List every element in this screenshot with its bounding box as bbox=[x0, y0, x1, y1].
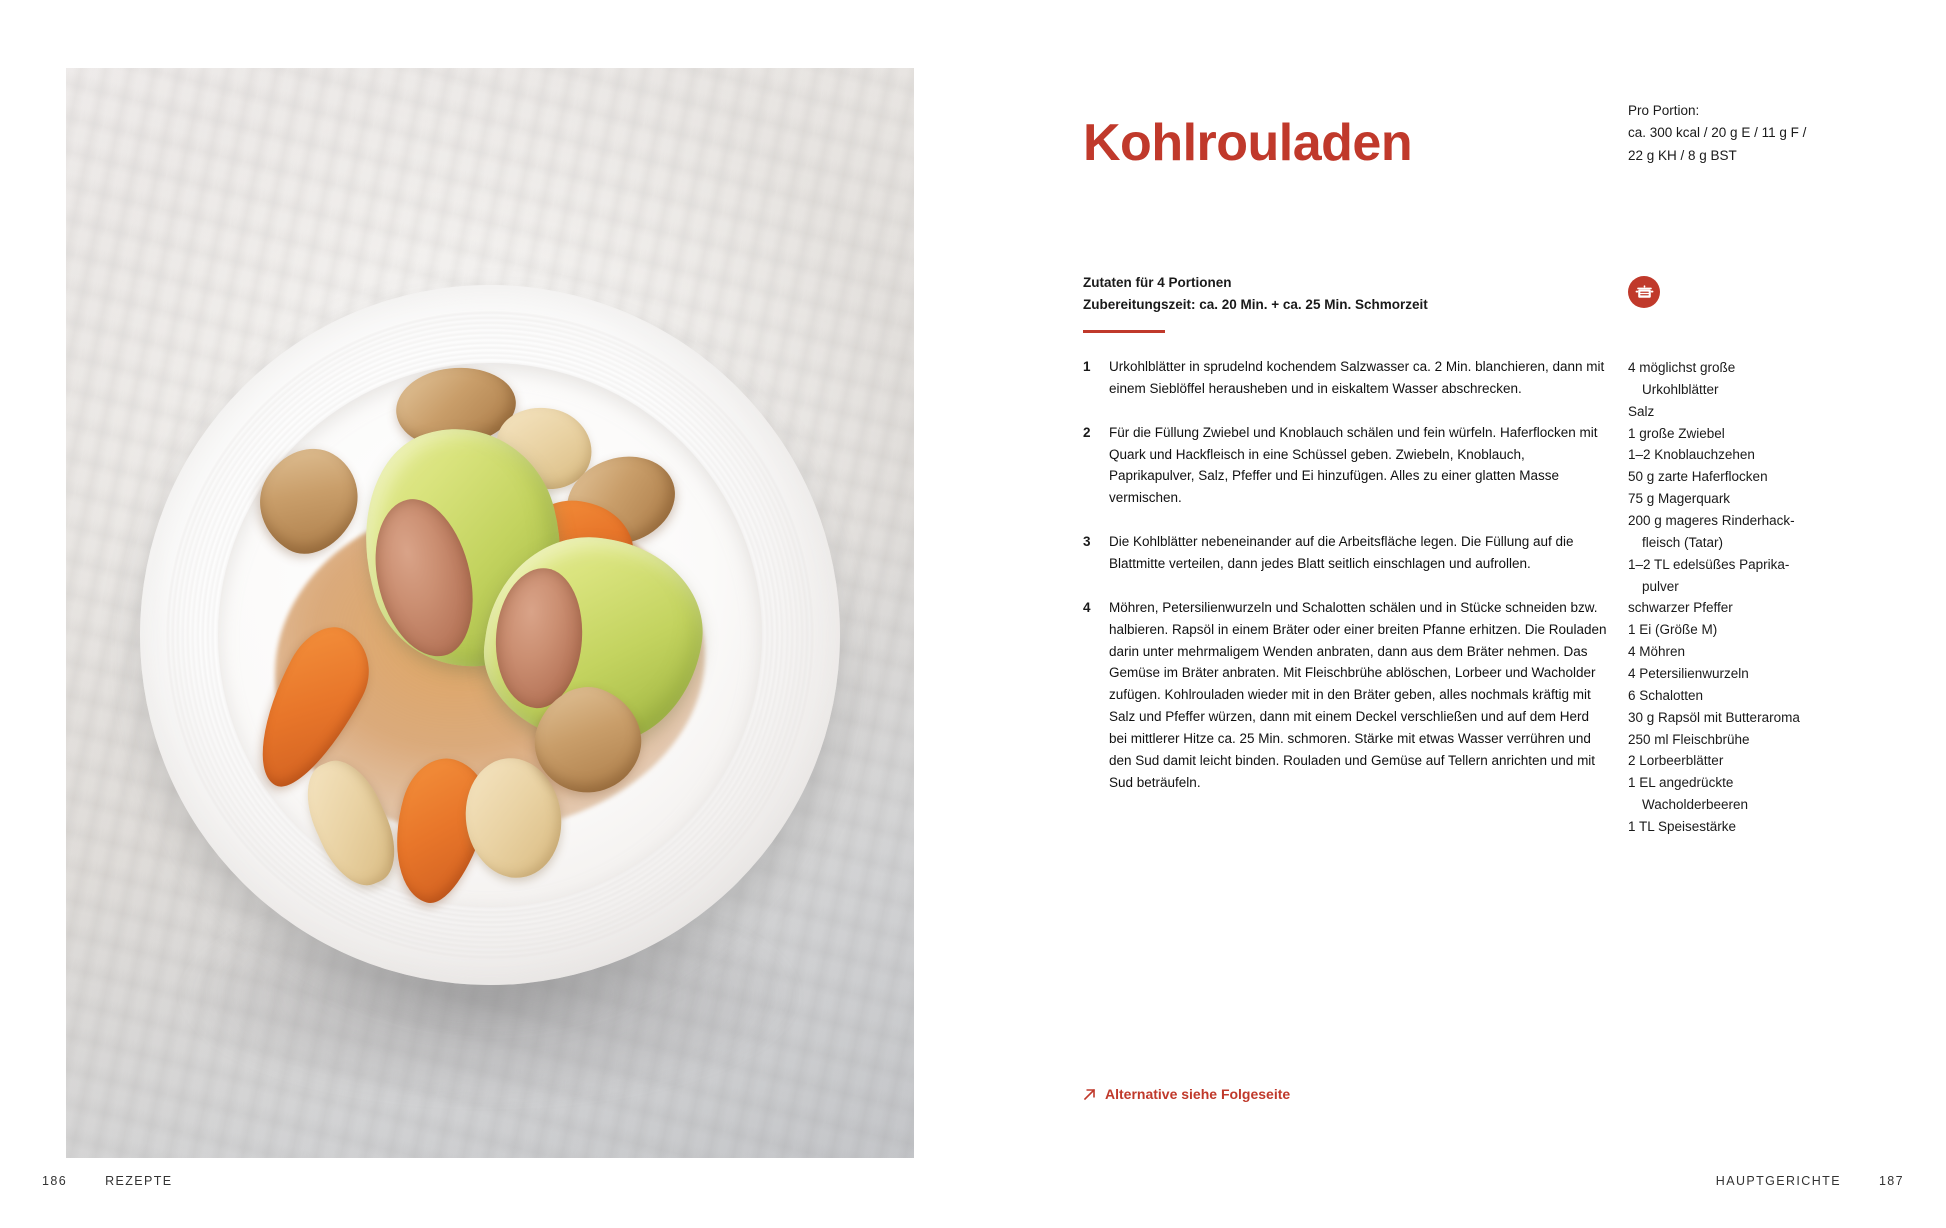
step-text: Möhren, Petersilienwurzeln und Schalotten schälen und in Stücke schneiden bzw. halbieren. Rapsöl in einem Bräter oder einer breiten Pfanne erhitzen. Die Rouladen darin unter mehrmaligem Wenden anbraten, dann aus dem Bräter nehmen. Das Gemüse im Bräter anbraten. Mit Fleischbrühe ablöschen, Lorbeer und Wacholder zufügen. Kohlrouladen wieder mit in den Bräter geben, alles nochmals kräftig mit Salz und Pfeffer würzen, dann mit einem Deckel verschließen und auf dem Herd bei mittlerer Hitze ca. 25 Min. schmoren. Stärke mit etwas Wasser verrühren und den Sud damit leicht binden. Rouladen und Gemüse auf Tellern anrichten und mit Sud beträufeln. bbox=[1109, 599, 1607, 790]
ingredient-item: 1 Ei (Größe M) bbox=[1628, 622, 1718, 638]
section-label-right: HAUPTGERICHTE bbox=[1715, 1174, 1841, 1188]
food-arrangement bbox=[66, 68, 914, 1158]
ingredient-item: 1 TL Speisestärke bbox=[1628, 819, 1737, 835]
step-item bbox=[1083, 531, 1608, 575]
recipe-photo bbox=[66, 68, 914, 1158]
ingredient-item: Salz bbox=[1628, 403, 1655, 419]
divider-rule bbox=[1083, 330, 1165, 333]
ingredients-list bbox=[1628, 357, 1908, 838]
pot-icon bbox=[1628, 276, 1660, 308]
step-text: Urkohlblätter in sprudelnd kochendem Salzwasser ca. 2 Min. blanchieren, dann mit einem Sieblöffel herausheben und in eiskaltem Wasser abschrecken. bbox=[1109, 359, 1605, 396]
ingredient-item: Wacholderbeeren bbox=[1642, 797, 1749, 813]
nutrition-label: Pro Portion: bbox=[1628, 103, 1700, 118]
page-number-right: 187 bbox=[1878, 1174, 1904, 1188]
step-text: Für die Füllung Zwiebel und Knoblauch schälen und fein würfeln. Haferflocken mit Quark und Hackfleisch in eine Schüssel geben. Zwiebeln, Knoblauch, Paprikapulver, Salz, Pfeffer und Ei hinzufügen. Alles zu einer glatten Masse vermischen. bbox=[1109, 424, 1598, 506]
preparation-time-line: Zubereitungszeit: ca. 20 Min. + ca. 25 Min. Schmorzeit bbox=[1083, 296, 1428, 312]
ingredient-item: fleisch (Tatar) bbox=[1642, 534, 1724, 550]
step-item bbox=[1083, 356, 1608, 400]
ingredient-item: 50 g zarte Haferflocken bbox=[1628, 469, 1768, 485]
right-page bbox=[973, 0, 1946, 1228]
servings-line: Zutaten für 4 Portionen bbox=[1083, 275, 1232, 290]
page-number-left: 186 bbox=[42, 1174, 68, 1188]
ingredient-item: 4 Petersilienwurzeln bbox=[1628, 666, 1749, 682]
ingredient-item: 4 Möhren bbox=[1628, 644, 1686, 660]
ingredient-item: 1 EL angedrückte bbox=[1628, 775, 1734, 791]
footer-right bbox=[1716, 1174, 1904, 1188]
alternative-link[interactable] bbox=[1083, 1086, 1290, 1102]
ingredient-item: 1–2 Knoblauchzehen bbox=[1628, 447, 1755, 463]
nutrition-line-2: 22 g KH / 8 g BST bbox=[1628, 147, 1737, 163]
nutrition-line-1: ca. 300 kcal / 20 g E / 11 g F / bbox=[1628, 125, 1807, 141]
ingredient-item: 2 Lorbeerblätter bbox=[1628, 753, 1724, 769]
page-title: Kohlrouladen bbox=[1083, 113, 1413, 172]
shallot-piece bbox=[241, 431, 376, 569]
parsnip-piece bbox=[293, 749, 410, 896]
ingredient-item: 250 ml Fleischbrühe bbox=[1628, 731, 1750, 747]
ingredient-item: pulver bbox=[1642, 578, 1679, 594]
preparation-steps bbox=[1083, 356, 1608, 816]
ingredient-item: 1 große Zwiebel bbox=[1628, 425, 1725, 441]
section-label-left: REZEPTE bbox=[105, 1174, 173, 1188]
step-item bbox=[1083, 422, 1608, 509]
nutrition-info bbox=[1628, 100, 1898, 167]
alternative-link-label: Alternative siehe Folgeseite bbox=[1105, 1086, 1291, 1102]
step-number: 3 bbox=[1083, 534, 1091, 550]
ingredient-item: 30 g Rapsöl mit Butteraroma bbox=[1628, 709, 1800, 725]
ingredient-item: 4 möglichst große bbox=[1628, 360, 1736, 375]
ingredient-item: schwarzer Pfeffer bbox=[1628, 600, 1733, 616]
step-number: 1 bbox=[1083, 359, 1091, 374]
ingredient-item: 200 g mageres Rinderhack- bbox=[1628, 513, 1795, 529]
ingredient-item: 6 Schalotten bbox=[1628, 687, 1704, 703]
step-number: 4 bbox=[1083, 599, 1091, 615]
ingredient-item: Urkohlblätter bbox=[1642, 381, 1719, 397]
ingredient-item: 1–2 TL edelsüßes Paprika- bbox=[1628, 556, 1790, 572]
recipe-meta bbox=[1083, 272, 1603, 315]
arrow-northeast-icon bbox=[1083, 1088, 1096, 1101]
step-number: 2 bbox=[1083, 424, 1091, 440]
step-text: Die Kohlblätter nebeneinander auf die Arbeitsfläche legen. Die Füllung auf die Blattmitte verteilen, dann jedes Blatt seitlich einschlagen und aufrollen. bbox=[1109, 534, 1574, 572]
ingredient-item: 75 g Magerquark bbox=[1628, 491, 1731, 507]
step-item bbox=[1083, 597, 1608, 794]
footer-left bbox=[42, 1174, 173, 1188]
